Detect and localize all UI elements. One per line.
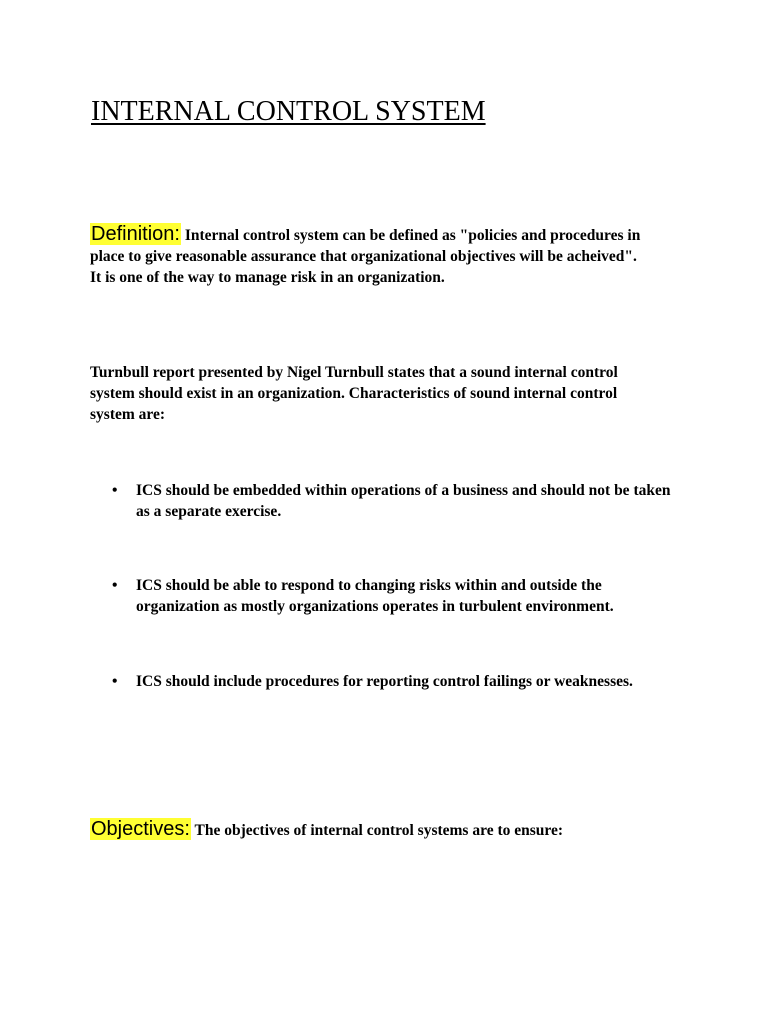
objectives-text: The objectives of internal control systems are to ensure:	[190, 822, 564, 839]
document-title: INTERNAL CONTROL SYSTEM	[91, 96, 486, 127]
definition-text: Internal control system can be defined as "policies and procedures in place to give reasonable assurance that organizational objectives will be acheived". It is one of the way to manage risk in an organization.	[90, 227, 641, 286]
objectives-label: Objectives:	[91, 818, 190, 840]
list-item-text: ICS should be embedded within operations of a business and should not be taken as a separate exercise.	[136, 482, 671, 520]
turnbull-paragraph: Turnbull report presented by Nigel Turnbull states that a sound internal control system should exist in an organization. Characteristics of sound internal control system are:	[90, 364, 618, 423]
list-item-text: ICS should be able to respond to changing risks within and outside the organization as mostly organizations operates in turbulent environment.	[136, 577, 614, 615]
bullet-icon: •	[112, 673, 118, 690]
definition-label: Definition:	[91, 223, 180, 245]
definition-paragraph	[90, 224, 650, 288]
objectives-paragraph	[90, 819, 650, 841]
bullet-icon: •	[112, 577, 118, 594]
bullet-icon: •	[112, 482, 118, 499]
list-item-text: ICS should include procedures for reporting control failings or weaknesses.	[136, 673, 633, 690]
